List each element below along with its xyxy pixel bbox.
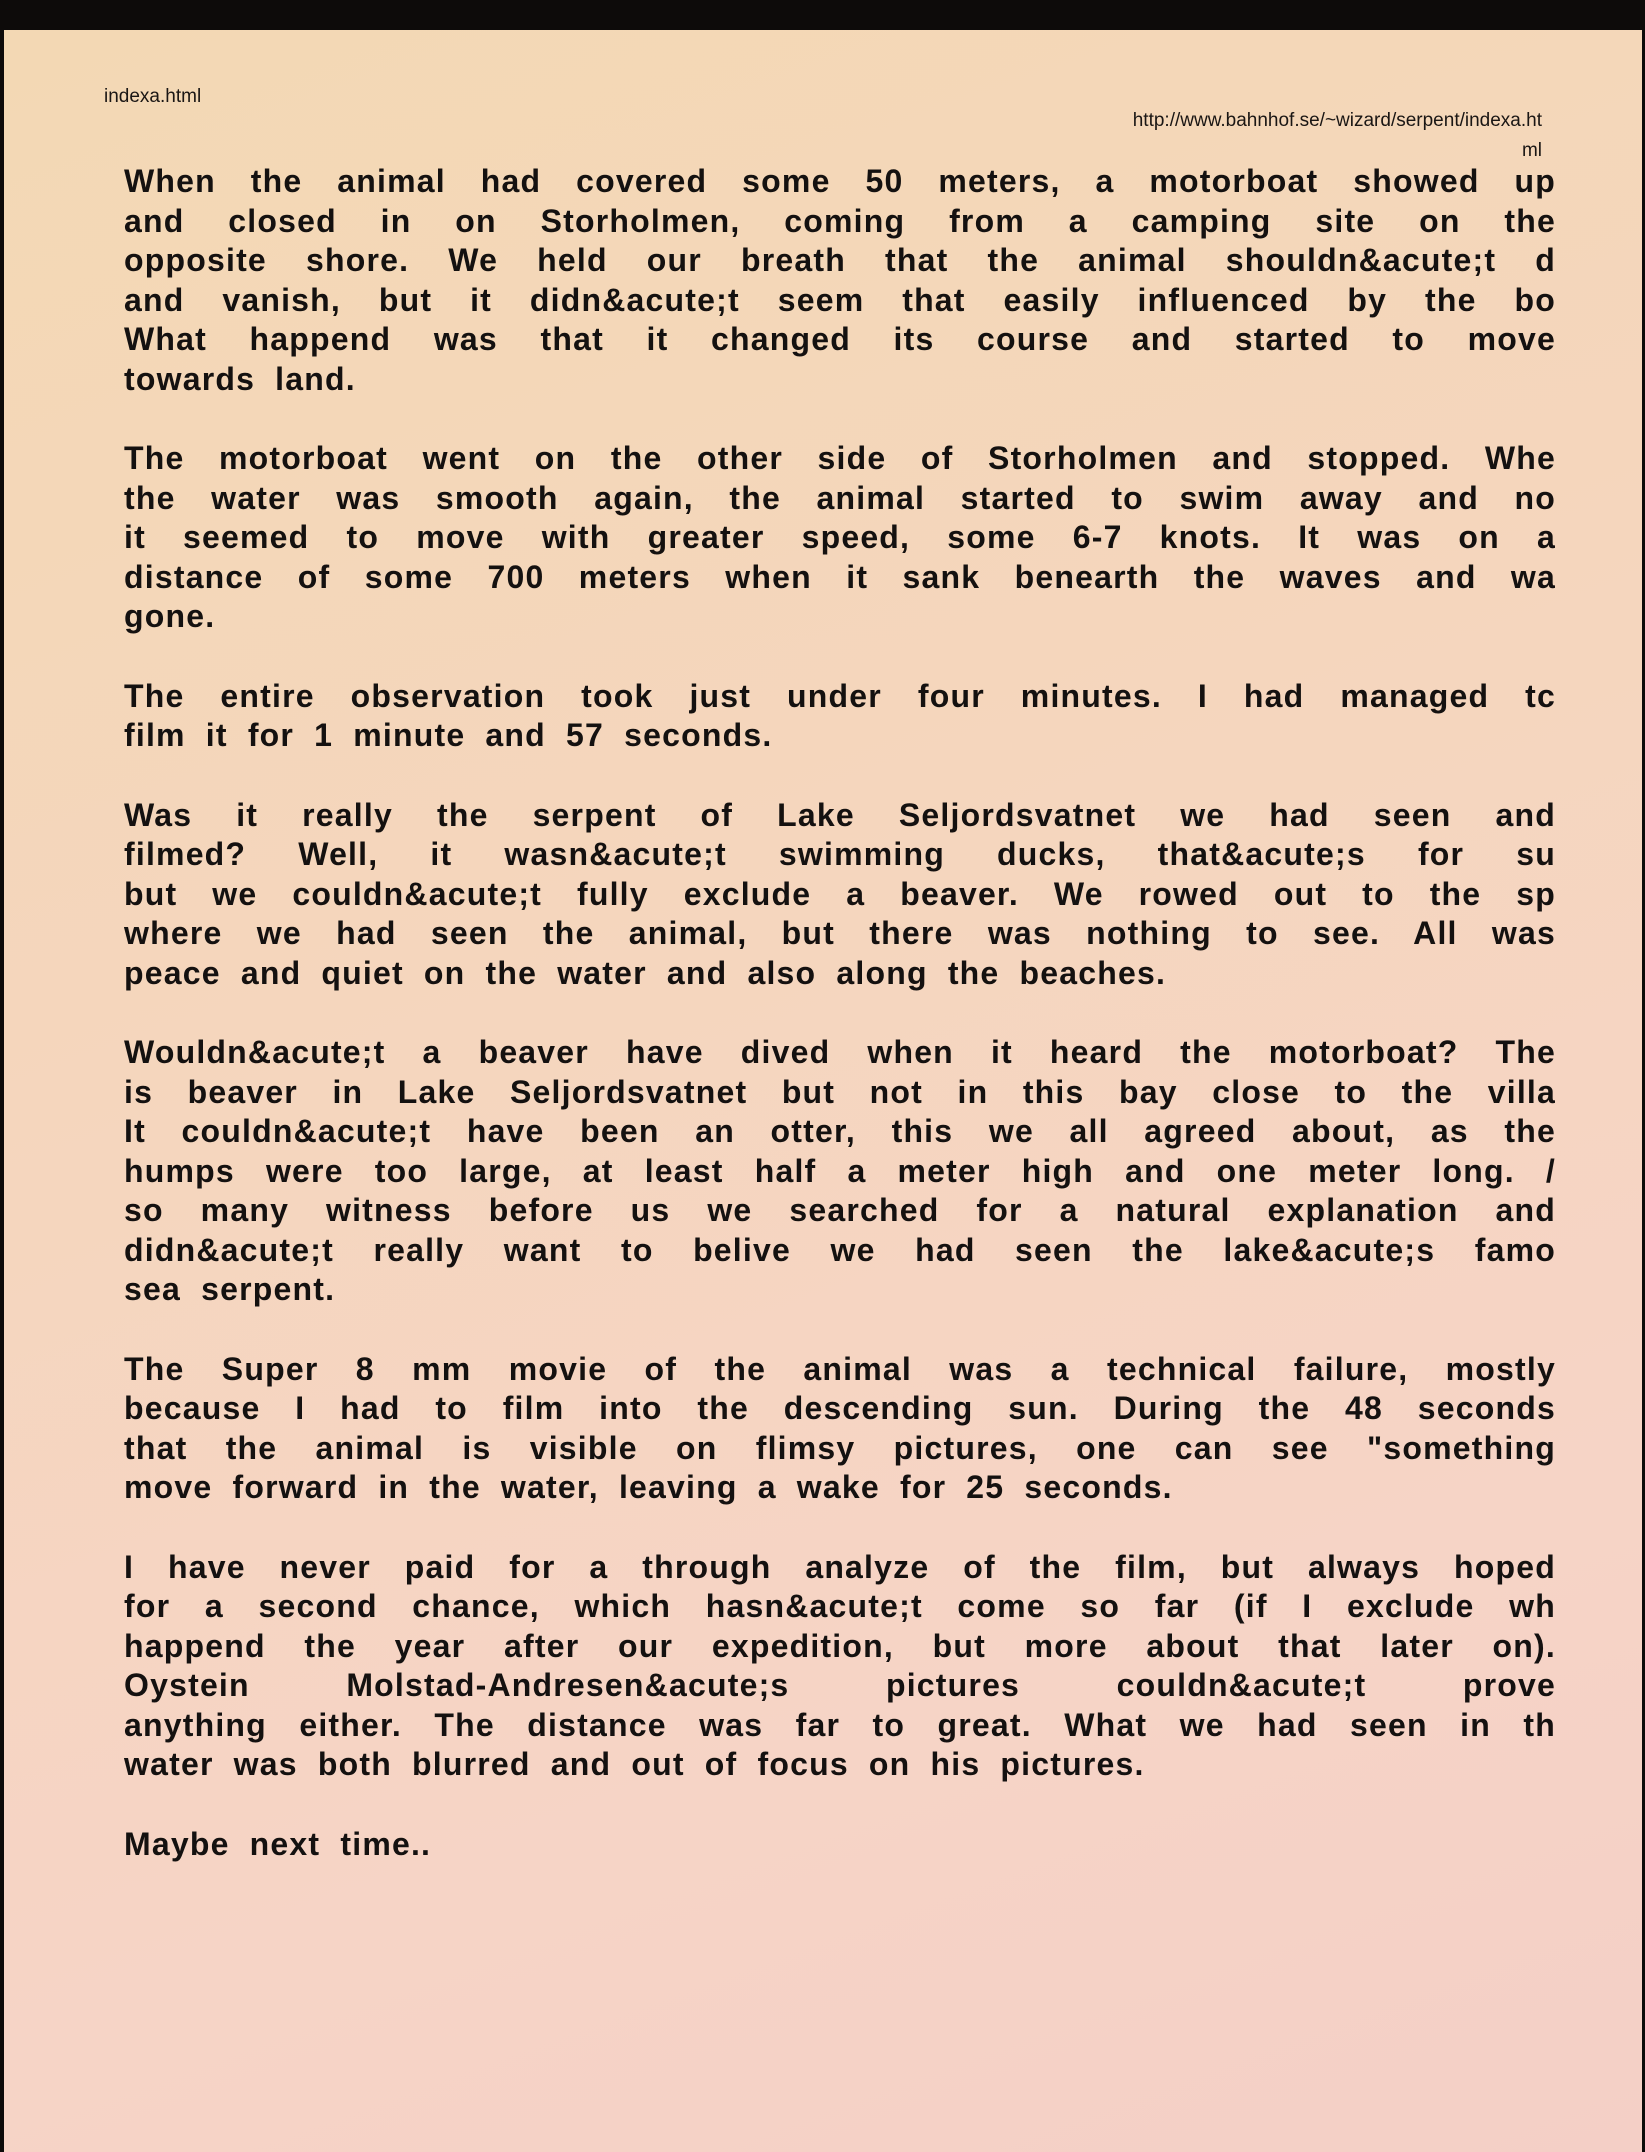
text-line: because I had to film into the descending sun. During the 48 seconds — [124, 1390, 1556, 1426]
text-line: that the animal is visible on flimsy pictures, one can see "something — [124, 1429, 1556, 1466]
text-line: When the animal had covered some 50 meters, a motorboat showed up — [124, 163, 1556, 199]
text-line: sea serpent. — [124, 1271, 336, 1307]
text-line: it seemed to move with greater speed, some 6-7 knots. It was on a — [124, 519, 1556, 555]
text-line: didn&acute;t really want to belive we had seen the lake&acute;s famo — [124, 1231, 1556, 1268]
text-line: towards land. — [124, 360, 356, 397]
text-line: happend the year after our expedition, but more about that later on). — [124, 1627, 1556, 1664]
text-line: but we couldn&acute;t fully exclude a beaver. We rowed out to the sp — [124, 875, 1556, 912]
text-line: gone. — [124, 598, 216, 634]
paragraph — [124, 1033, 1556, 1310]
text-line: is beaver in Lake Seljordsvatnet but not in this bay close to the villa — [124, 1073, 1556, 1110]
text-line: and closed in on Storholmen, coming from a camping site on the — [124, 202, 1556, 239]
paragraph — [124, 162, 1556, 399]
text-line: The entire observation took just under four minutes. I had managed tc — [124, 677, 1556, 714]
text-line: for a second chance, which hasn&acute;t come so far (if I exclude wh — [124, 1588, 1556, 1624]
article-body — [124, 162, 1556, 1904]
text-line: The motorboat went on the other side of Storholmen and stopped. Whe — [124, 440, 1556, 476]
header-filename: indexa.html — [104, 86, 202, 107]
paragraph — [124, 1350, 1556, 1508]
paragraph — [124, 677, 1556, 756]
text-line: film it for 1 minute and 57 seconds. — [124, 717, 773, 753]
text-line: anything either. The distance was far to great. What we had seen in th — [124, 1706, 1556, 1743]
text-line: Wouldn&acute;t a beaver have dived when it heard the motorboat? The — [124, 1034, 1556, 1070]
paragraph — [124, 796, 1556, 994]
text-line: The Super 8 mm movie of the animal was a technical failure, mostly — [124, 1350, 1556, 1387]
paragraph — [124, 1825, 1556, 1865]
text-line: It couldn&acute;t have been an otter, this we all agreed about, as the — [124, 1113, 1556, 1149]
text-line: humps were too large, at least half a meter high and one meter long. / — [124, 1152, 1556, 1189]
text-line: I have never paid for a through analyze of the film, but always hoped — [124, 1548, 1556, 1585]
text-line: What happend was that it changed its course and started to move — [124, 321, 1556, 357]
header-url-line-2: ml — [1521, 140, 1542, 161]
printed-page — [4, 30, 1642, 2152]
header-url-line-1: http://www.bahnhof.se/~wizard/serpent/indexa.ht — [1132, 110, 1542, 131]
text-line: filmed? Well, it wasn&acute;t swimming ducks, that&acute;s for su — [124, 836, 1556, 872]
header-url — [1022, 106, 1542, 166]
text-line: Was it really the serpent of Lake Seljordsvatnet we had seen and — [124, 796, 1556, 833]
text-line: so many witness before us we searched for a natural explanation and — [124, 1192, 1556, 1228]
text-line: Maybe next time.. — [124, 1825, 432, 1862]
text-line: opposite shore. We held our breath that the animal shouldn&acute;t d — [124, 242, 1556, 278]
text-line: the water was smooth again, the animal started to swim away and no — [124, 479, 1556, 516]
text-line: Oystein Molstad-Andresen&acute;s pictures couldn&acute;t prove — [124, 1667, 1556, 1703]
text-line: and vanish, but it didn&acute;t seem that easily influenced by the bo — [124, 281, 1556, 318]
paragraph — [124, 439, 1556, 637]
text-line: water was both blurred and out of focus on his pictures. — [124, 1746, 1145, 1782]
paragraph — [124, 1548, 1556, 1785]
text-line: move forward in the water, leaving a wake for 25 seconds. — [124, 1469, 1173, 1505]
text-line: distance of some 700 meters when it sank benearth the waves and wa — [124, 558, 1556, 595]
text-line: peace and quiet on the water and also along the beaches. — [124, 954, 1167, 991]
text-line: where we had seen the animal, but there was nothing to see. All was — [124, 915, 1556, 951]
